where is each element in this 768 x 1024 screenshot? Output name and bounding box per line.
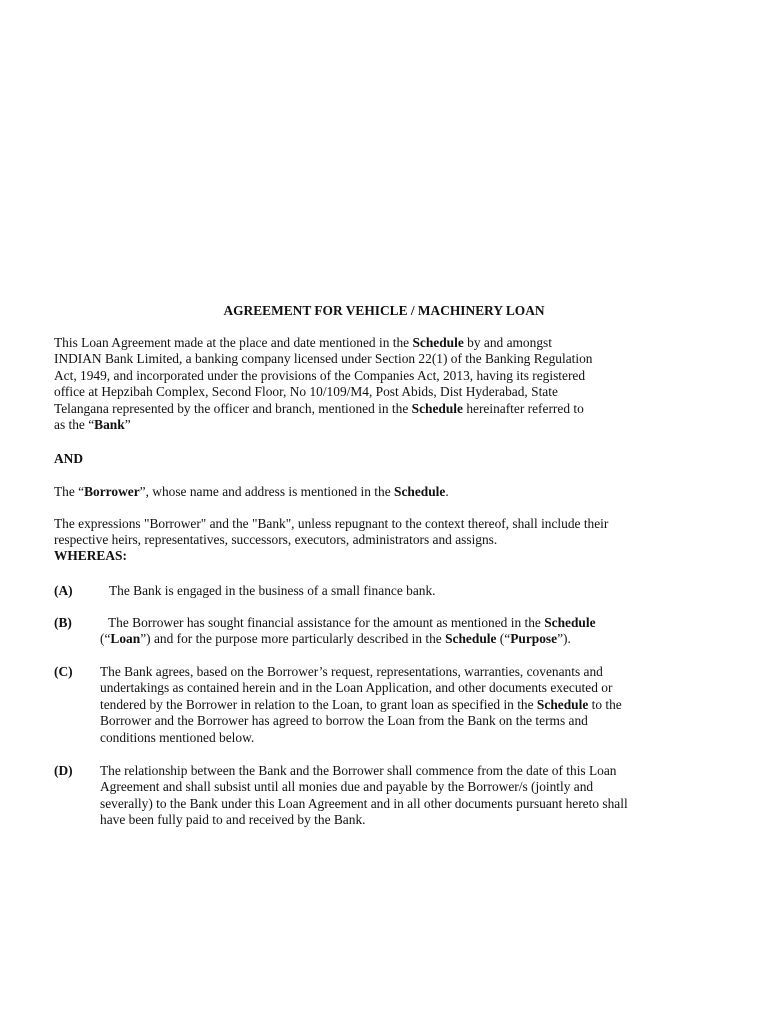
clause-label: (A): [54, 583, 73, 598]
clause-label: (C): [54, 664, 73, 679]
borrower-paragraph: The “Borrower”, whose name and address is mentioned in the Schedule.: [54, 484, 449, 499]
and-label: AND: [54, 451, 84, 466]
document-page: AGREEMENT FOR VEHICLE / MACHINERY LOAN This Loan Agreement made at the place and date mentioned in the Schedule by and amongst INDIAN Bank Limited, a banking company licensed under Section 22(1) of the Banking Regulation Act, 1949, and incorporated under the provisions of the Companies Act, 2013, having its registered office at Hepzibah Complex, Second Floor, No 10/109/M4, Post Abids, Dist Hyderabad, State Telangana represented by the officer and branch, mentioned in the Schedule hereinafter referred to as the “Bank” AND The “Borrower”, whose name and address is mentioned in the Schedule. The expressions "Borrower" and the "Bank", unless repugnant to the context thereof, shall include their respective heirs, representatives, successors, executors, administrators and assigns. WHEREAS: (A) The Bank is engaged in the business of a small finance bank. (B) The Borrower has sought financial assistance for the amount as mentioned in the Schedule (“Loan”) and for the purpose more particularly described in the Schedule (“Purpose”). (C) The Bank agrees, based on the Borrower’s request, representations, warranties, covenants and undertakings as contained herein and in the Loan Application, and other documents executed or tendered by the Borrower in relation to the Loan, to grant loan as specified in the Schedule to the Borrower and the Borrower has agreed to borrow the Loan from the Bank on the terms and conditions mentioned below. (D) The relationship between the Bank and the Borrower shall commence from the date of this Loan Agreement and shall subsist until all monies due and payable by the Borrower/s (jointly and severally) to the Bank under this Loan Agreement and in all other documents pursuant hereto shall have been fully paid to and received by the Bank.: [0, 0, 768, 1024]
expressions-paragraph: The expressions "Borrower" and the "Bank", unless repugnant to the context thereof, shall include their respective heirs, representatives, successors, executors, administrators and assigns.: [54, 516, 609, 548]
whereas-label: WHEREAS:: [54, 548, 127, 563]
agreement-title: AGREEMENT FOR VEHICLE / MACHINERY LOAN: [223, 303, 545, 318]
intro-paragraph: This Loan Agreement made at the place and date mentioned in the Schedule by and amongst INDIAN Bank Limited, a banking company licensed under Section 22(1) of the Banking Regulation Act, 1949, and incorporated under the provisions of the Companies Act, 2013, having its registered office at Hepzibah Complex, Second Floor, No 10/109/M4, Post Abids, Dist Hyderabad, State Telangana represented by the officer and branch, mentioned in the Schedule hereinafter referred to as the “Bank”: [54, 335, 593, 433]
clause-label: (D): [54, 763, 73, 778]
clause-label: (B): [54, 615, 72, 630]
